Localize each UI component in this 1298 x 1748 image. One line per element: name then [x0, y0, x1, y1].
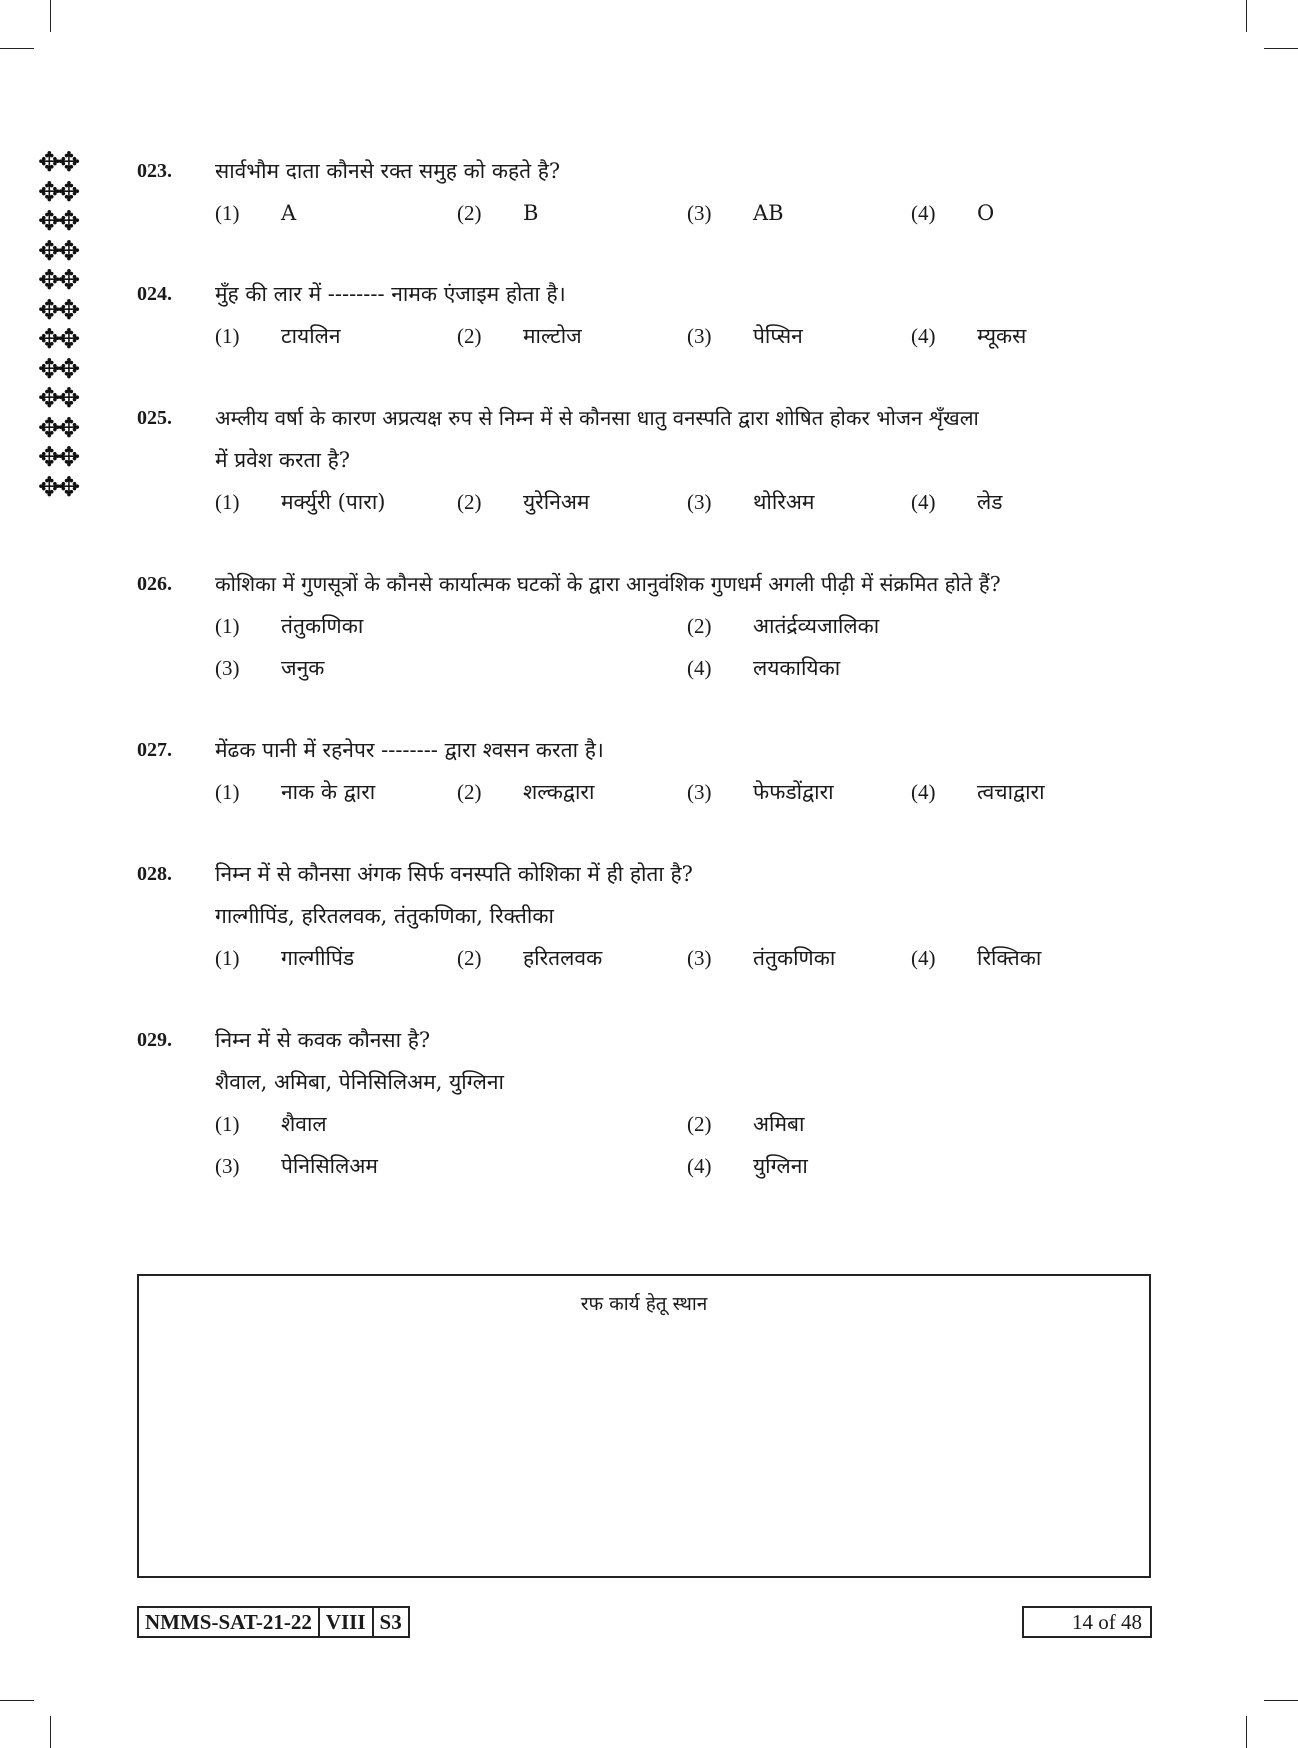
set-label: S3: [379, 1610, 402, 1634]
option-4[interactable]: (4) म्यूकस: [911, 324, 1027, 348]
option-3[interactable]: (3) तंतुकणिका: [687, 946, 836, 970]
question-text: सार्वभौम दाता कौनसे रक्त समुह को कहते है?: [215, 159, 561, 183]
question-number: 024.: [137, 283, 172, 305]
page-number: 14 of 48: [1022, 1606, 1152, 1638]
question-number: 023.: [137, 160, 172, 182]
options-row: [215, 192, 1157, 234]
option-1[interactable]: (1) गाल्गीपिंड: [215, 946, 355, 970]
ornament-icon: ✥✥: [38, 324, 78, 355]
option-4[interactable]: (4) O: [911, 201, 995, 225]
question-text-line-2: शैवाल, अमिबा, पेनिसिलिअम, युग्लिना: [215, 1070, 504, 1094]
question-text: निम्न में से कवक कौनसा है?: [215, 1028, 431, 1052]
rough-work-box: [137, 1274, 1151, 1578]
options-row: [215, 315, 1157, 357]
crop-mark-top-left: [50, 0, 51, 32]
option-4[interactable]: (4) लयकायिका: [687, 656, 841, 680]
ornament-icon: ✥✥: [38, 383, 78, 414]
option-1[interactable]: (1) तंतुकणिका: [215, 614, 364, 638]
question-number: 026.: [137, 573, 172, 595]
question-text: मुँह की लार में -------- नामक एंजाइम होता है।: [215, 282, 566, 306]
option-1[interactable]: (1) मर्क्युरी (पारा): [215, 490, 386, 514]
class-label: VIII: [320, 1608, 374, 1636]
question-024: [137, 273, 1157, 357]
question-text-line-2: में प्रवेश करता है?: [215, 448, 351, 472]
option-2[interactable]: (2) शल्कद्वारा: [457, 780, 595, 804]
question-025: [137, 397, 1157, 523]
option-4[interactable]: (4) रिक्तिका: [911, 946, 1042, 970]
crop-mark-bottom-right: [1246, 1716, 1247, 1748]
option-3[interactable]: (3) पेप्सिन: [687, 324, 803, 348]
ornament-icon: ✥✥: [38, 265, 78, 296]
question-number: 025.: [137, 407, 172, 429]
option-3[interactable]: (3) फेफडोंद्वारा: [687, 780, 834, 804]
ornament-icon: ✥✥: [38, 147, 78, 178]
ornament-icon: ✥✥: [38, 294, 78, 326]
option-3[interactable]: (3) पेनिसिलिअम: [215, 1154, 378, 1178]
option-3[interactable]: (3) AB: [687, 201, 784, 225]
ornament-icon: ✥✥: [38, 235, 78, 267]
crop-mark-top-left-h: [0, 48, 34, 49]
options-row: [215, 1103, 1157, 1145]
ornament-icon: ✥✥: [38, 353, 78, 385]
ornament-icon: ✥✥: [38, 442, 78, 473]
option-2[interactable]: (2) हरितलवक: [457, 946, 603, 970]
options-row: [215, 771, 1157, 813]
option-1[interactable]: (1) शैवाल: [215, 1112, 327, 1136]
question-023: [137, 150, 1157, 234]
options-row: [215, 605, 1157, 647]
option-2[interactable]: (2) युरेनिअम: [457, 490, 590, 514]
crop-mark-top-right: [1246, 0, 1247, 32]
option-4[interactable]: (4) त्वचाद्वारा: [911, 780, 1045, 804]
question-text: अम्लीय वर्षा के कारण अप्रत्यक्ष रुप से निम्न में से कौनसा धातु वनस्पति द्वारा शोषित होकर भोजन शृँखला: [215, 406, 979, 430]
crop-mark-bottom-right-h: [1264, 1700, 1298, 1701]
ornament-icon: ✥✥: [38, 471, 78, 503]
option-1[interactable]: (1) नाक के द्वारा: [215, 780, 376, 804]
option-1[interactable]: (1) A: [215, 201, 297, 225]
ornament-icon: ✥✥: [38, 176, 78, 208]
option-2[interactable]: (2) अमिबा: [687, 1112, 805, 1136]
option-2[interactable]: (2) B: [457, 201, 539, 225]
option-4[interactable]: (4) युग्लिना: [687, 1154, 808, 1178]
question-number: 028.: [137, 863, 172, 885]
ornament-icon: ✥✥: [38, 412, 78, 444]
options-row: [215, 481, 1157, 523]
option-4[interactable]: (4) लेड: [911, 490, 1003, 514]
option-2[interactable]: (2) माल्टोज: [457, 324, 582, 348]
crop-mark-bottom-left-h: [0, 1700, 34, 1701]
question-028: [137, 853, 1157, 979]
exam-code-box: [137, 1606, 410, 1638]
question-029: [137, 1019, 1157, 1187]
option-3[interactable]: (3) थोरिअम: [687, 490, 815, 514]
options-row: [215, 647, 1157, 689]
question-027: [137, 729, 1157, 813]
question-text-line-2: गाल्गीपिंड, हरितलवक, तंतुकणिका, रिक्तीका: [215, 904, 554, 928]
ornament-column: [38, 148, 100, 502]
rough-work-title: रफ कार्य हेतू स्थान: [580, 1293, 708, 1315]
question-text: निम्न में से कौनसा अंगक सिर्फ वनस्पति कोशिका में ही होता है?: [215, 862, 693, 886]
options-row: [215, 1145, 1157, 1187]
question-text: मेंढक पानी में रहनेपर -------- द्वारा श्वसन करता है।: [215, 738, 604, 762]
option-1[interactable]: (1) टायलिन: [215, 324, 341, 348]
crop-mark-top-right-h: [1264, 48, 1298, 49]
option-3[interactable]: (3) जनुक: [215, 656, 325, 680]
question-text: कोशिका में गुणसूत्रों के कौनसे कार्यात्मक घटकों के द्वारा आनुवंशिक गुणधर्म अगली पीढ़ी में संक्रमित होते हैं?: [215, 572, 1001, 596]
crop-mark-bottom-left: [50, 1716, 51, 1748]
question-026: [137, 563, 1157, 689]
question-number: 029.: [137, 1029, 172, 1051]
ornament-icon: ✥✥: [38, 206, 78, 237]
question-number: 027.: [137, 739, 172, 761]
options-row: [215, 937, 1157, 979]
option-2[interactable]: (2) आतंर्द्रव्यजालिका: [687, 614, 880, 638]
exam-code: NMMS-SAT-21-22: [139, 1608, 320, 1636]
